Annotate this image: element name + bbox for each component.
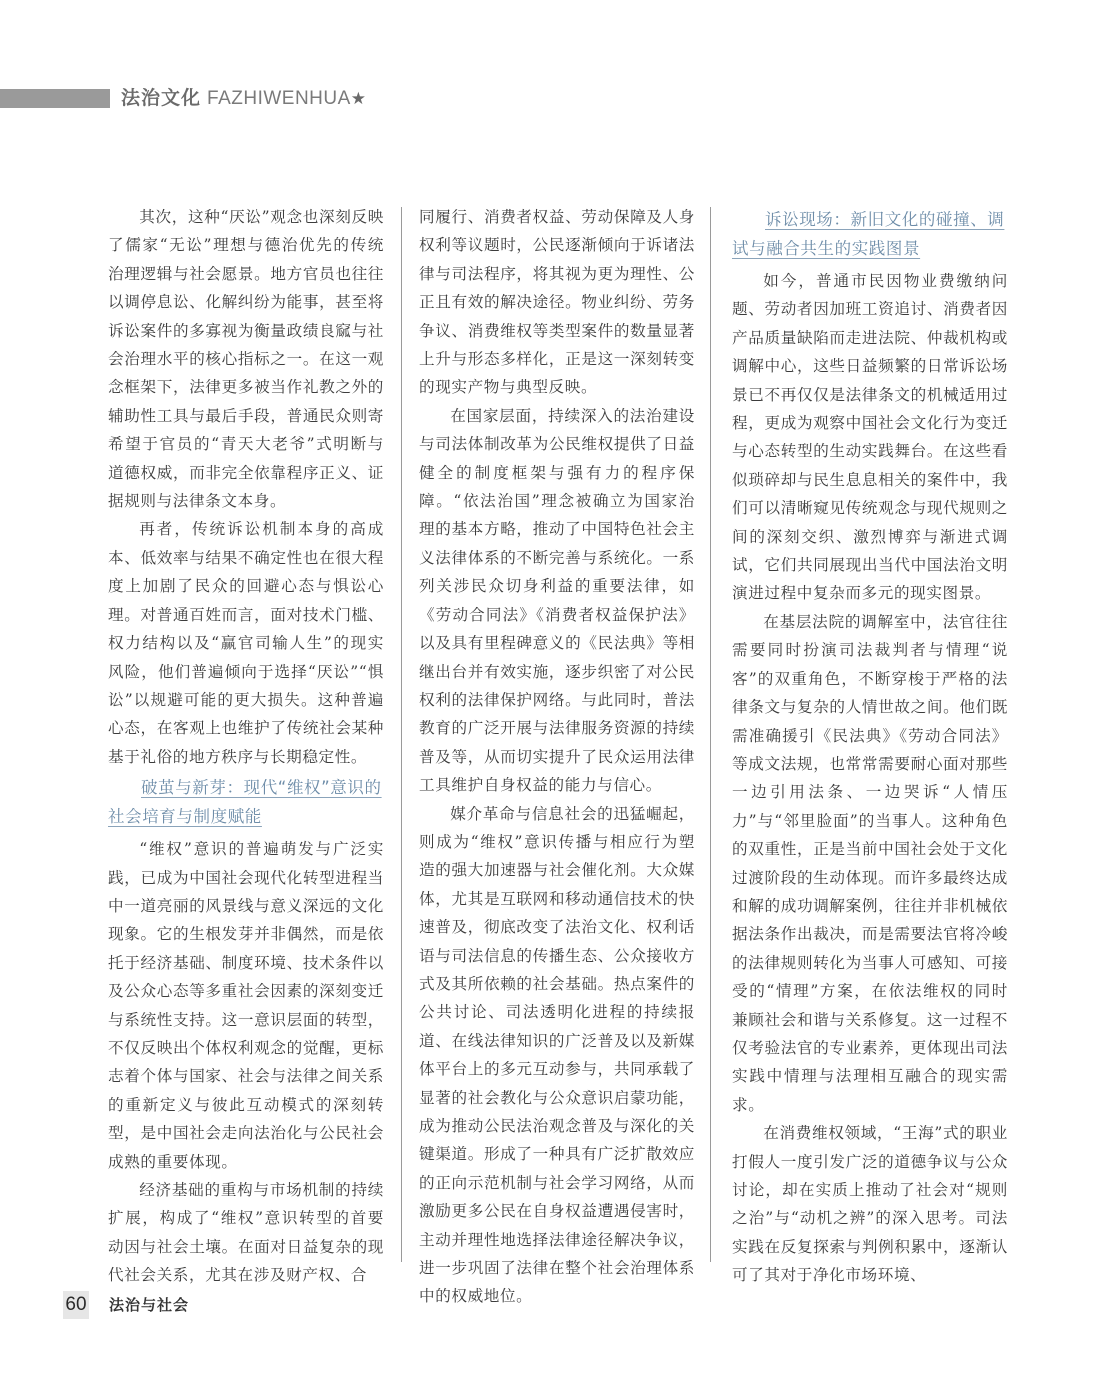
article-column-1	[108, 203, 384, 1290]
section-header	[121, 85, 366, 111]
paragraph: 在消费维权领域，“王海”式的职业打假人一度引发广泛的道德争议与公众讨论，却在实质上推动了社会对“规则之治”与“动机之辨”的深入思考。司法实践在反复探索与判例积累中，逐渐认可了其对于净化市场环境、	[732, 1124, 1008, 1285]
paragraph: “维权”意识的普遍萌发与广泛实践，已成为中国社会现代化转型进程当中一道亮丽的风景线与意义深远的文化现象。它的生根发芽并非偶然，而是依托于经济基础、制度环境、技术条件以及公众心态等多重社会因素的深刻变迁与系统性支持。这一意识层面的转型，不仅反映出个体权利观念的觉醒，更标志着个体与国家、社会与法律之间关系的重新定义与彼此互动模式的深刻转型，是中国社会走向法治化与公民社会成熟的重要体现。	[108, 840, 384, 1171]
paragraph: 其次，这种“厌讼”观念也深刻反映了儒家“无讼”理想与德治优先的传统治理逻辑与社会愿景。地方官员也往往以调停息讼、化解纠纷为能事，甚至将诉讼案件的多寡视为衡量政绩良窳与社会治理水平的核心指标之一。在这一观念框架下，法律更多被当作礼教之外的辅助性工具与最后手段，普通民众则寄希望于官员的“青天大老爷”式明断与道德权威，而非完全依靠程序正义、证据规则与法律条文本身。	[108, 208, 384, 511]
page-number: 60	[63, 1291, 89, 1319]
column-divider	[710, 207, 711, 1262]
section-title-cn: 法治文化	[121, 87, 202, 109]
column-divider	[401, 207, 402, 1262]
article-column-2	[419, 203, 695, 1311]
paragraph: 媒介革命与信息社会的迅猛崛起，则成为“维权”意识传播与相应行为塑造的强大加速器与社会催化剂。大众媒体，尤其是互联网和移动通信技术的快速普及，彻底改变了法治文化、权利话语与司法信息的传播生态、公众接收方式及其所依赖的社会基础。热点案件的公共讨论、司法透明化进程的持续报道、在线法律知识的广泛普及以及新媒体平台上的多元互动参与，共同承载了显著的社会教化与公众意识启蒙功能，成为推动公民法治观念普及与深化的关键渠道。形成了一种具有广泛扩散效应的正向示范机制与社会学习网络，从而激励更多公民在自身权益遭遇侵害时，主动并理性地选择法律途径解决争议，进一步巩固了法律在整个社会治理体系中的权威地位。	[419, 804, 695, 1306]
article-column-3	[732, 203, 1008, 1290]
paragraph: 在基层法院的调解室中，法官往往需要同时扮演司法裁判者与情理“说客”的双重角色，不断穿梭于严格的法律条文与复杂的人情世故之间。他们既需准确援引《民法典》《劳动合同法》等成文法规，也常常需要耐心面对那些一边引用法条、一边哭诉“人情压力”与“邻里脸面”的当事人。这种角色的双重性，正是当前中国社会处于文化过渡阶段的生动体现。而许多最终达成和解的成功调解案例，往往并非机械依据法条作出裁决，而是需要法官将冷峻的法律规则转化为当事人可感知、可接受的“情理”方案，在依法维权的同时兼顾社会和谐与关系修复。这一过程不仅考验法官的专业素养，更体现出司法实践中情理与法理相互融合的现实需求。	[732, 612, 1008, 1114]
magazine-name: 法治与社会	[109, 1296, 190, 1314]
section-heading-text: 破茧与新芽：现代“维权”意识的社会培育与制度赋能	[108, 778, 382, 827]
paragraph-continued: 同履行、消费者权益、劳动保障及人身权利等议题时，公民逐渐倾向于诉诸法律与司法程序，将其视为更为理性、公正且有效的解决途径。物业纠纷、劳务争议、消费维权等类型案件的数量显著上升与形态多样化，正是这一深刻转变的现实产物与典型反映。	[419, 208, 695, 397]
paragraph: 如今，普通市民因物业费缴纳问题、劳动者因加班工资追讨、消费者因产品质量缺陷而走进法院、仲裁机构或调解中心，这些日益频繁的日常诉讼场景已不再仅仅是法律条文的机械适用过程，更成为观察中国社会文化行为变迁与心态转型的生动实践舞台。在这些看似琐碎却与民生息息相关的案件中，我们可以清晰窥见传统观念与现代规则之间的深刻交织、激烈博弈与渐进式调试，它们共同展现出当代中国法治文明演进过程中复杂而多元的现实图景。	[732, 272, 1008, 603]
section-heading-text: 诉讼现场：新旧文化的碰撞、调试与融合共生的实践图景	[732, 210, 1005, 258]
section-heading	[108, 773, 384, 831]
star-icon: ★	[350, 89, 367, 109]
paragraph: 在国家层面，持续深入的法治建设与司法体制改革为公民维权提供了日益健全的制度框架与强有力的程序保障。“依法治国”理念被确立为国家治理的基本方略，推动了中国特色社会主义法律体系的不断完善与系统化。一系列关涉民众切身利益的重要法律，如《劳动合同法》《消费者权益保护法》以及具有里程碑意义的《民法典》等相继出台并有效实施，逐步织密了对公民权利的法律保护网络。与此同时，普法教育的广泛开展与法律服务资源的持续普及等，从而切实提升了民众运用法律工具维护自身权益的能力与信心。	[419, 406, 695, 795]
paragraph: 经济基础的重构与市场机制的持续扩展，构成了“维权”意识转型的首要动因与社会土壤。在面对日益复杂的现代社会关系，尤其在涉及财产权、合	[108, 1181, 384, 1285]
section-heading	[732, 205, 1008, 263]
paragraph: 再者，传统诉讼机制本身的高成本、低效率与结果不确定性也在很大程度上加剧了民众的回避心态与惧讼心理。对普通百姓而言，面对技术门槛、权力结构以及“赢官司输人生”的现实风险，他们普遍倾向于选择“厌讼”“惧讼”以规避可能的更大损失。这种普遍心态，在客观上也维护了传统社会某种基于礼俗的地方秩序与长期稳定性。	[108, 520, 384, 766]
section-title-en: FAZHIWENHUA	[207, 88, 351, 109]
section-header-bar	[0, 89, 110, 108]
